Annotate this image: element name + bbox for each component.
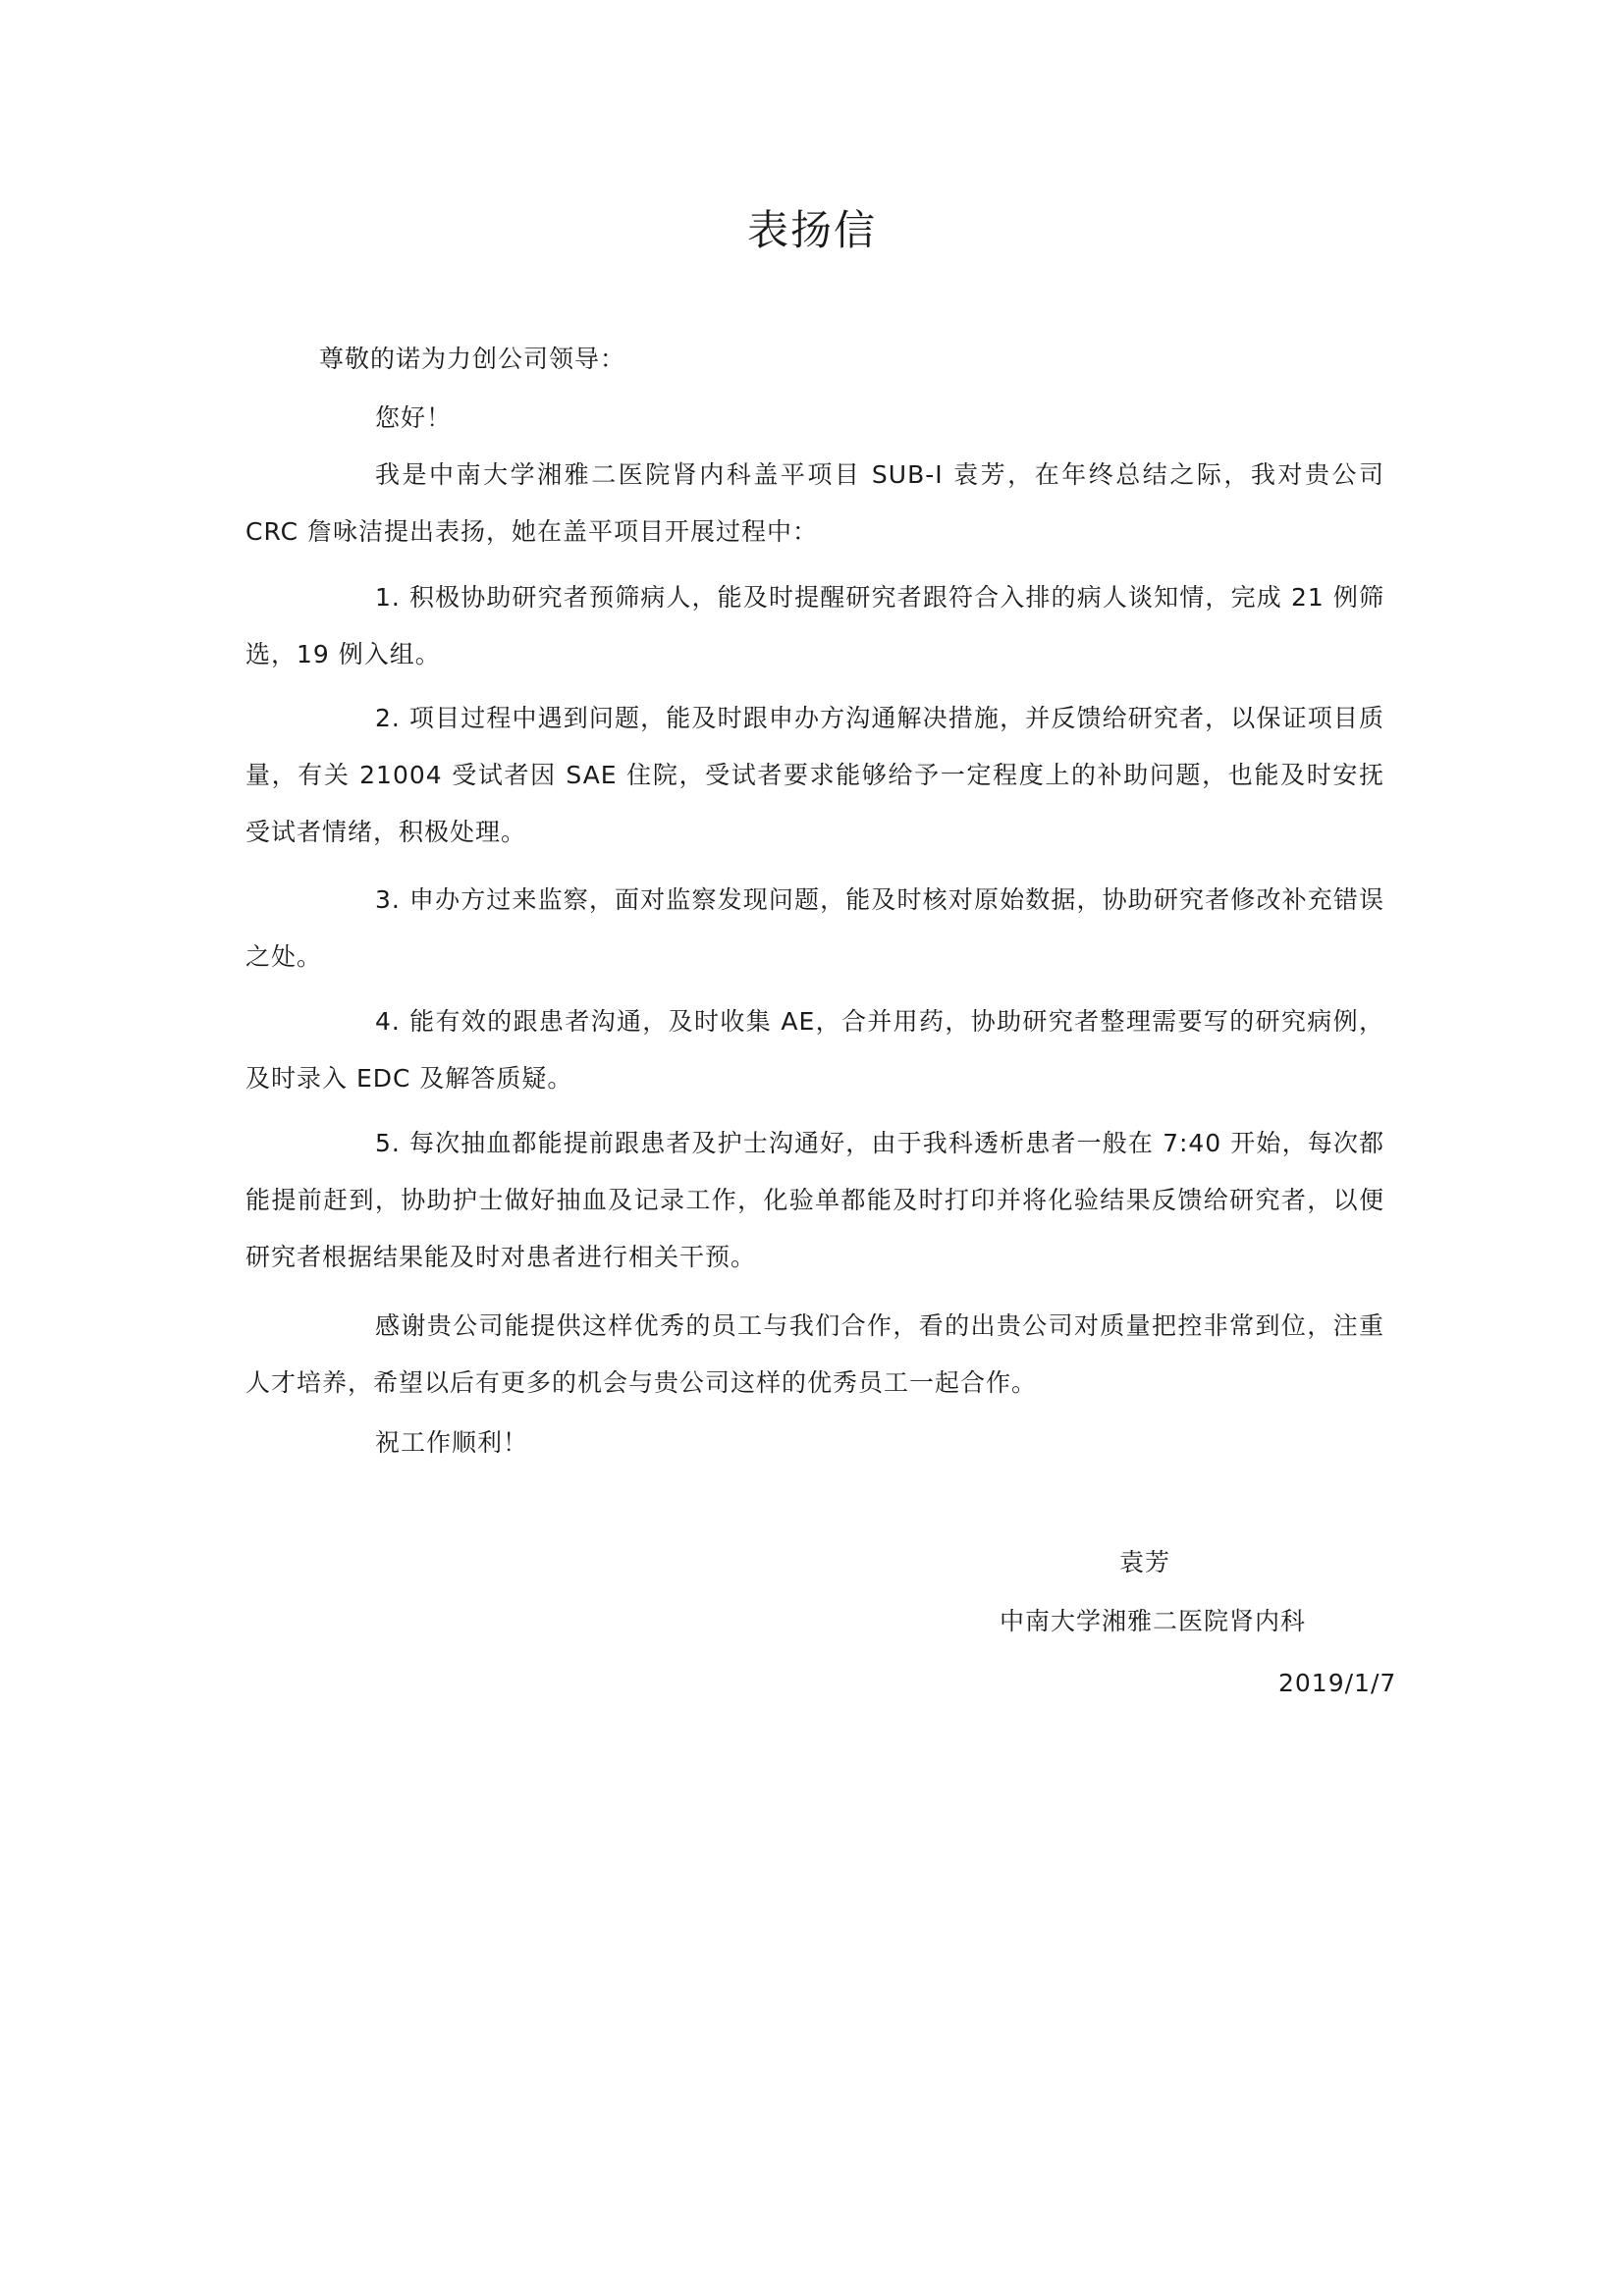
letter-title: 表扬信 — [746, 206, 877, 254]
letter-date: 2019/1/7 — [1278, 1669, 1397, 1697]
thanks-paragraph: 感谢贵公司能提供这样优秀的员工与我们合作，看的出贵公司对质量把控非常到位，注重人才培养，希望以后有更多的机会与贵公司这样的优秀员工一起合作。 — [245, 1311, 1384, 1397]
greeting: 您好！ — [375, 403, 453, 432]
signature-organization: 中南大学湘雅二医院肾内科 — [1000, 1607, 1307, 1635]
closing: 祝工作顺利！ — [375, 1428, 529, 1457]
item-5: 5. 每次抽血都能提前跟患者及护士沟通好，由于我科透析患者一般在 7:40 开始，每次都能提前赶到，协助护士做好抽血及记录工作，化验单都能及时打印并将化验结果反馈给研究者，以便研究者根据结果能及时对患者进行相关干预。 — [245, 1129, 1384, 1271]
item-4: 4. 能有效的跟患者沟通，及时收集 AE，合并用药，协助研究者整理需要写的研究病例，及时录入 EDC 及解答质疑。 — [245, 1007, 1384, 1093]
item-3: 3. 申办方过来监察，面对监察发现问题，能及时核对原始数据，协助研究者修改补充错误之处。 — [245, 885, 1384, 971]
item-2: 2. 项目过程中遇到问题，能及时跟申办方沟通解决措施，并反馈给研究者，以保证项目质量，有关 21004 受试者因 SAE 住院，受试者要求能够给予一定程度上的补助问题，也能及时安抚受试者情绪，积极处理。 — [245, 704, 1384, 846]
intro-paragraph: 我是中南大学湘雅二医院肾内科盖平项目 SUB-I 袁芳，在年终总结之际，我对贵公司 CRC 詹咏洁提出表扬，她在盖平项目开展过程中： — [245, 460, 1384, 546]
signature-name: 袁芳 — [1119, 1548, 1171, 1576]
item-1: 1. 积极协助研究者预筛病人，能及时提醒研究者跟符合入排的病人谈知情，完成 21 例筛选，19 例入组。 — [245, 583, 1384, 668]
salutation: 尊敬的诺为力创公司领导： — [319, 345, 626, 373]
